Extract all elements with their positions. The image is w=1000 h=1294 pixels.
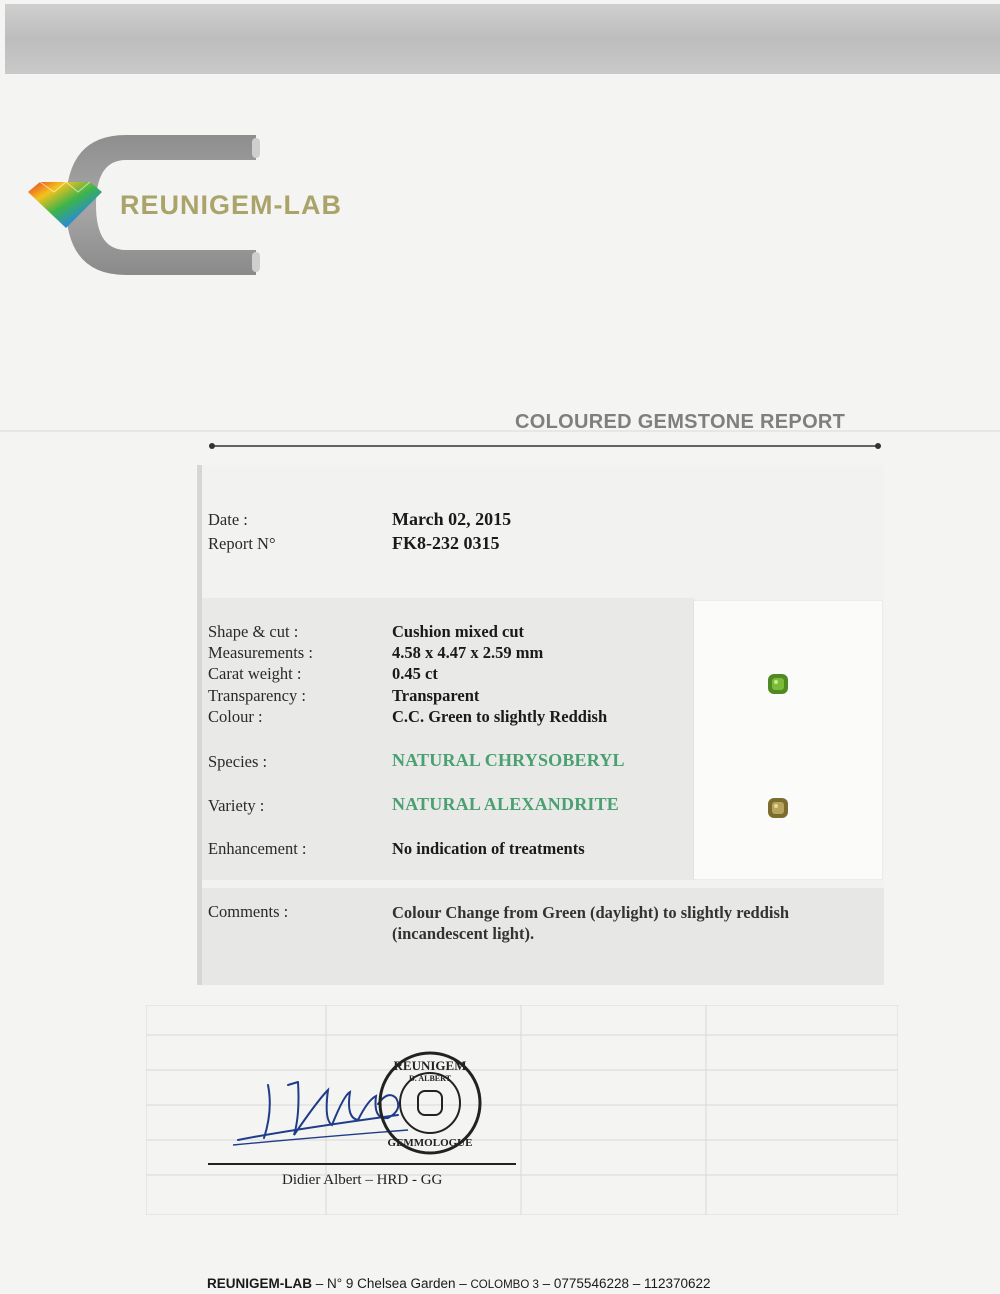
carat-value: 0.45 ct — [392, 664, 438, 683]
transparency-value: Transparent — [392, 686, 480, 705]
colour-value: C.C. Green to slightly Reddish — [392, 707, 608, 726]
measurements-label: Measurements : — [208, 643, 313, 662]
enhancement-label: Enhancement : — [208, 839, 307, 858]
comments-label: Comments : — [208, 902, 289, 921]
gem-photo-card — [694, 601, 882, 879]
date-label: Date : — [208, 510, 248, 529]
comments-value: Colour Change from Green (daylight) to slightly reddish (incandescent light). — [392, 903, 790, 943]
footer-address — [207, 1276, 711, 1291]
transparency-label: Transparency : — [208, 686, 306, 705]
svg-text:D. ALBERT: D. ALBERT — [409, 1074, 451, 1083]
measurements-value: 4.58 x 4.47 x 2.59 mm — [392, 643, 544, 662]
top-grey-band — [5, 4, 1000, 74]
svg-text:REUNIGEM: REUNIGEM — [393, 1058, 467, 1073]
footer-city: COLOMBO 3 — [470, 1279, 539, 1291]
gem-incandescent-photo — [767, 797, 789, 819]
svg-text:GEMMOLOGUE: GEMMOLOGUE — [387, 1137, 473, 1149]
shape-label: Shape & cut : — [208, 622, 299, 641]
species-value: NATURAL CHRYSOBERYL — [392, 750, 625, 770]
logo-wordmark: REUNIGEM-LAB — [120, 190, 342, 220]
paper-fold — [0, 430, 1000, 432]
title-divider — [208, 440, 882, 452]
report-number-label: Report N° — [208, 534, 276, 553]
carat-label: Carat weight : — [208, 664, 302, 683]
shape-value: Cushion mixed cut — [392, 622, 525, 641]
variety-label: Variety : — [208, 796, 265, 815]
footer-company: REUNIGEM-LAB — [207, 1276, 312, 1291]
species-label: Species : — [208, 752, 268, 771]
report-title: COLOURED GEMSTONE REPORT — [515, 411, 846, 433]
footer-phones: – 0775546228 – 112370622 — [538, 1276, 711, 1291]
colour-label: Colour : — [208, 707, 263, 726]
footer-street: N° 9 Chelsea Garden – — [327, 1276, 471, 1291]
report-number-value: FK8-232 0315 — [392, 533, 500, 553]
signer-name: Didier Albert – HRD - GG — [282, 1172, 443, 1188]
gemmologist-seal — [375, 1048, 485, 1158]
variety-value: NATURAL ALEXANDRITE — [392, 794, 620, 814]
enhancement-value: No indication of treatments — [392, 839, 585, 858]
footer-sep: – — [312, 1276, 328, 1291]
date-value: March 02, 2015 — [392, 509, 512, 529]
gem-daylight-photo — [767, 673, 789, 695]
signature-line — [208, 1163, 516, 1165]
